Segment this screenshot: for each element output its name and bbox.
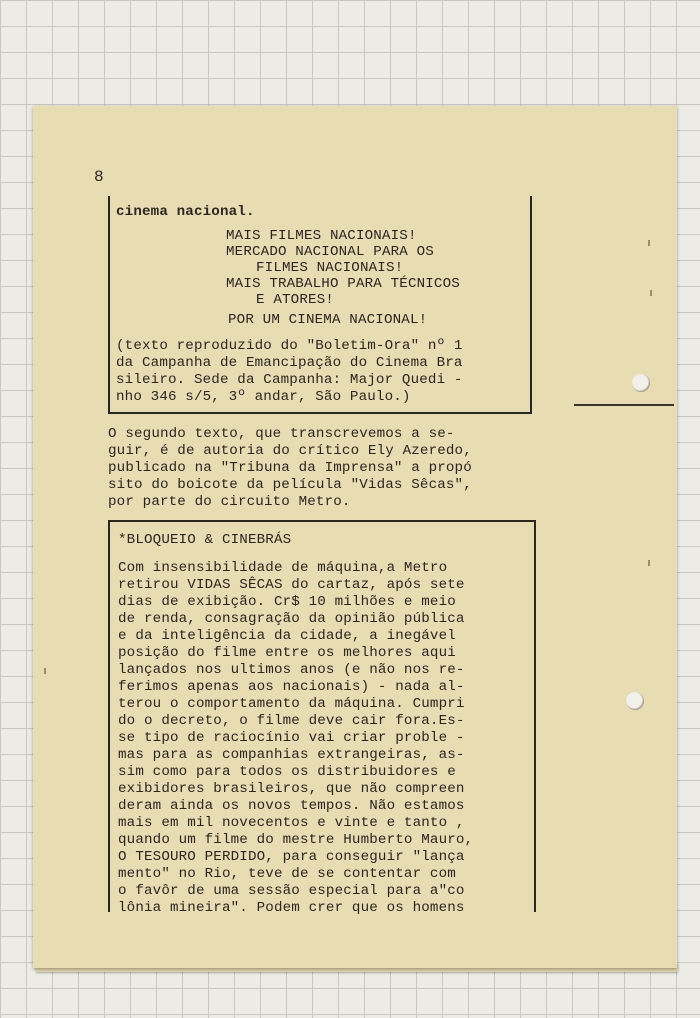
article-line: deram ainda os novos tempos. Não estamos: [118, 798, 465, 814]
article-line: do o decreto, o filme deve cair fora.Es-: [118, 713, 465, 729]
paper-mark: [44, 668, 46, 674]
box1-line: da Campanha de Emancipação do Cinema Bra: [116, 355, 463, 371]
paper-mark: [650, 290, 652, 296]
punch-hole: [632, 374, 650, 392]
intro-line: por parte do circuito Metro.: [108, 494, 351, 510]
article-line: mais em mil novecentos e vinte e tanto ,: [118, 815, 465, 831]
article-line: dias de exibição. Cr$ 10 milhões e meio: [118, 594, 456, 610]
article-line: retirou VIDAS SÊCAS do cartaz, após sete: [118, 577, 465, 593]
page-number: 8: [94, 168, 104, 186]
article-line: ferimos apenas aos nacionais) - nada al-: [118, 679, 465, 695]
paper-mark: [648, 240, 650, 246]
stray-rule-line: [574, 404, 674, 406]
article-line: lônia mineira". Podem crer que os homens: [118, 900, 465, 916]
article-line: exibidores brasileiros, que não compreen: [118, 781, 465, 797]
box1-line: sileiro. Sede da Campanha: Major Quedi -: [116, 372, 463, 388]
slogan-line: MAIS FILMES NACIONAIS!: [226, 228, 417, 244]
article-line: se tipo de raciocínio vai criar proble -: [118, 730, 465, 746]
intro-line: publicado na "Tribuna da Imprensa" a propó: [108, 460, 472, 476]
article-line: O TESOURO PERDIDO, para conseguir "lança: [118, 849, 465, 865]
slogan-line: E ATORES!: [256, 292, 334, 308]
slogan-line: FILMES NACIONAIS!: [256, 260, 404, 276]
article-heading: *BLOQUEIO & CINEBRÁS: [118, 532, 292, 548]
punch-hole: [626, 692, 644, 710]
article-line: de renda, consagração da opinião pública: [118, 611, 465, 627]
slogan-line: MAIS TRABALHO PARA TÉCNICOS: [226, 276, 460, 292]
slogan-line: MERCADO NACIONAL PARA OS: [226, 244, 434, 260]
article-line: posição do filme entre os melhores aqui: [118, 645, 456, 661]
box1-line: cinema nacional.: [116, 204, 255, 220]
box1-line: (texto reproduzido do "Boletim-Ora" nº 1: [116, 338, 463, 354]
article-line: sim como para todos os distribuidores e: [118, 764, 456, 780]
article-line: Com insensibilidade de máquina,a Metro: [118, 560, 448, 576]
slogan-line: POR UM CINEMA NACIONAL!: [228, 312, 428, 328]
intro-line: guir, é de autoria do crítico Ely Azeredo,: [108, 443, 472, 459]
intro-line: O segundo texto, que transcrevemos a se-: [108, 426, 455, 442]
paper-mark: [648, 560, 650, 566]
article-line: lançados nos ultimos anos (e não nos re-: [118, 662, 465, 678]
article-line: o favôr de uma sessão especial para a"co: [118, 883, 465, 899]
article-line: e da inteligência da cidade, a inegável: [118, 628, 456, 644]
article-line: quando um filme do mestre Humberto Mauro,: [118, 832, 474, 848]
intro-line: sito do boicote da película "Vidas Sêcas",: [108, 477, 472, 493]
article-line: mento" no Rio, teve de se contentar com: [118, 866, 456, 882]
article-line: mas para as companhias extrangeiras, as-: [118, 747, 465, 763]
box1-line: nho 346 s/5, 3º andar, São Paulo.): [116, 389, 411, 405]
article-line: terou o comportamento da máquina. Cumpri: [118, 696, 465, 712]
